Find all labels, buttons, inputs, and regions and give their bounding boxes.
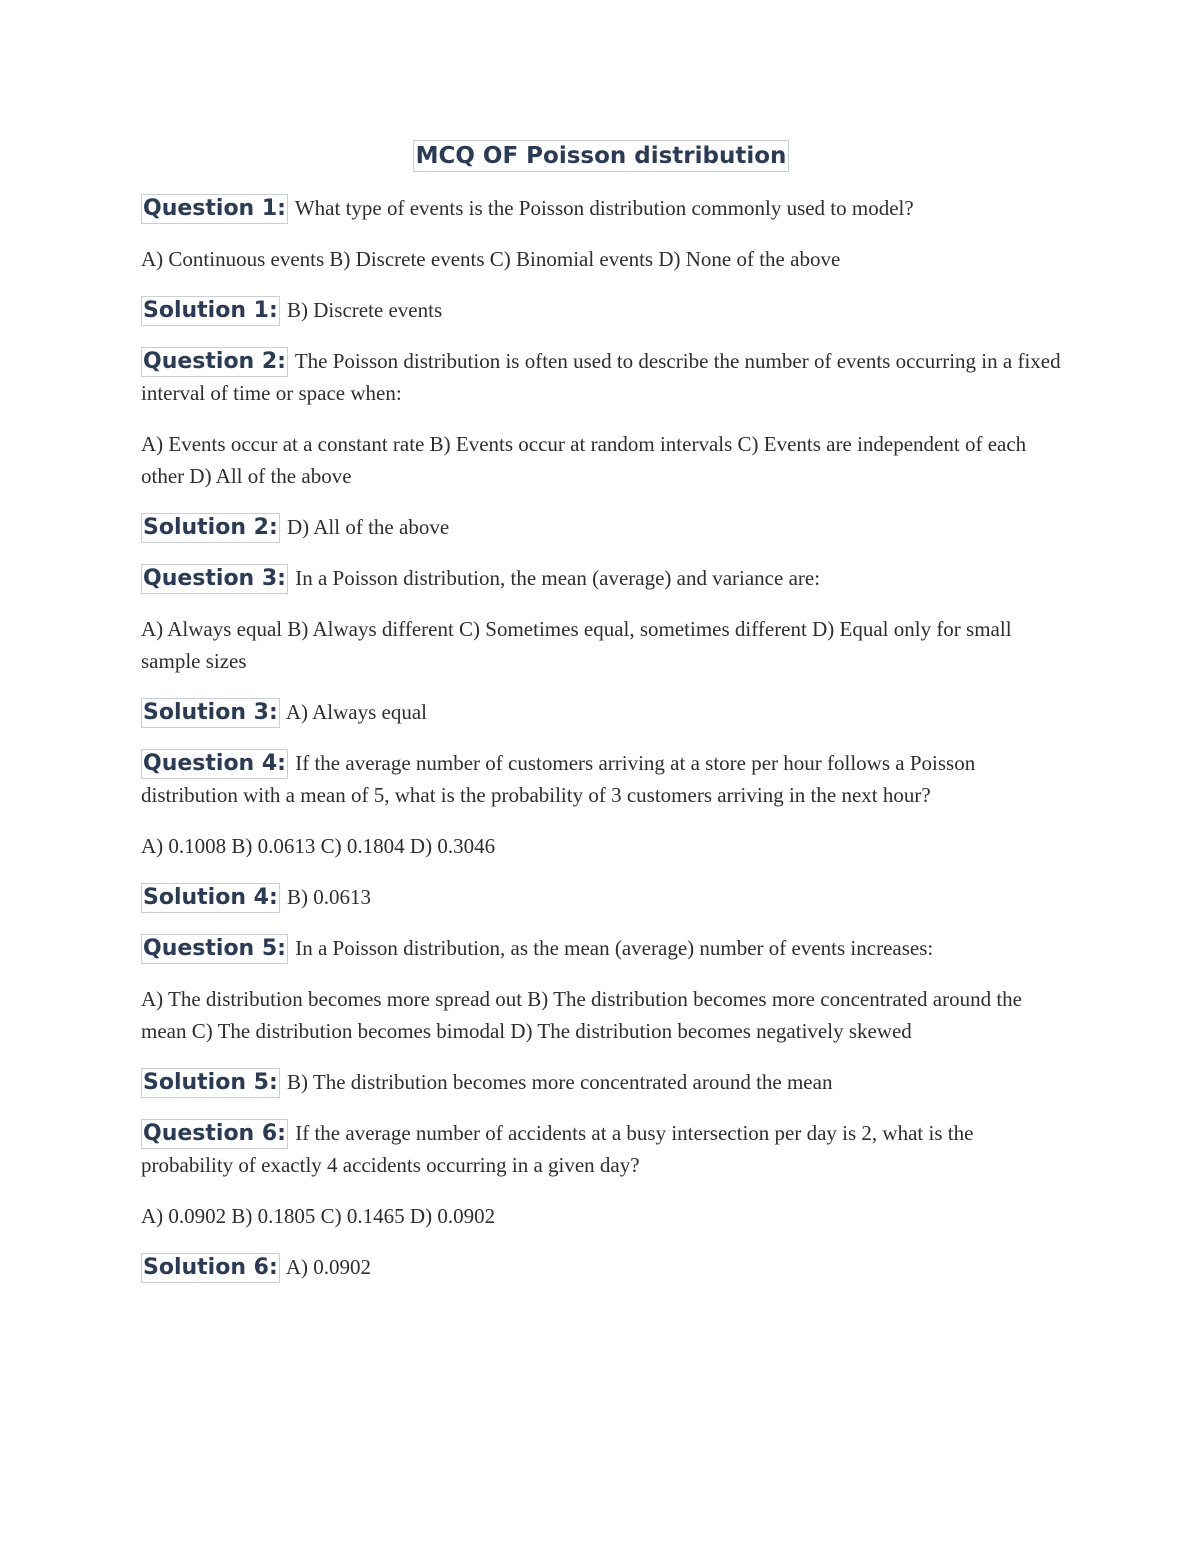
- question-label: Question 4:: [141, 749, 288, 779]
- solution-label: Solution 2:: [141, 513, 280, 543]
- page-title: MCQ OF Poisson distribution: [413, 140, 790, 172]
- question-block: [141, 192, 1061, 224]
- question-block: [141, 747, 1061, 811]
- question-label: Question 2:: [141, 347, 288, 377]
- solution-block: [141, 511, 1061, 543]
- solution-text: B) 0.0613: [287, 885, 372, 909]
- question-label: Question 1:: [141, 194, 288, 224]
- options-text: A) Always equal B) Always different C) Sometimes equal, sometimes different D) Equal only for small sample sizes: [141, 617, 1012, 673]
- options-text: A) Events occur at a constant rate B) Events occur at random intervals C) Events are independent of each other D) All of the above: [141, 432, 1027, 488]
- solution-text: B) The distribution becomes more concentrated around the mean: [287, 1070, 833, 1094]
- question-label: Question 6:: [141, 1119, 288, 1149]
- options-text: A) Continuous events B) Discrete events C) Binomial events D) None of the above: [141, 247, 841, 271]
- solution-block: [141, 881, 1061, 913]
- options-text: A) 0.1008 B) 0.0613 C) 0.1804 D) 0.3046: [141, 834, 496, 858]
- solution-text: A) 0.0902: [285, 1255, 372, 1279]
- solution-block: [141, 294, 1061, 326]
- question-text: In a Poisson distribution, as the mean (average) number of events increases:: [295, 936, 934, 960]
- solution-label: Solution 1:: [141, 296, 280, 326]
- question-text: What type of events is the Poisson distribution commonly used to model?: [294, 196, 914, 220]
- solution-text: A) Always equal: [285, 700, 427, 724]
- question-block: [141, 932, 1061, 964]
- solution-text: B) Discrete events: [287, 298, 443, 322]
- question-label: Question 5:: [141, 934, 288, 964]
- options-text: A) 0.0902 B) 0.1805 C) 0.1465 D) 0.0902: [141, 1204, 496, 1228]
- solution-block: [141, 1251, 1061, 1283]
- solution-label: Solution 6:: [141, 1253, 280, 1283]
- solution-label: Solution 5:: [141, 1068, 280, 1098]
- solution-label: Solution 3:: [141, 698, 280, 728]
- question-text: If the average number of accidents at a busy intersection per day is 2, what is the probability of exactly 4 accidents occurring in a given day?: [141, 1121, 974, 1177]
- question-block: [141, 345, 1061, 409]
- question-text: The Poisson distribution is often used to describe the number of events occurring in a fixed interval of time or space when:: [141, 349, 1061, 405]
- question-label: Question 3:: [141, 564, 288, 594]
- solution-label: Solution 4:: [141, 883, 280, 913]
- document-content: [141, 140, 1061, 1302]
- question-block: [141, 562, 1061, 594]
- question-text: In a Poisson distribution, the mean (average) and variance are:: [295, 566, 821, 590]
- title-container: [141, 140, 1061, 172]
- solution-block: [141, 1066, 1061, 1098]
- question-text: If the average number of customers arriving at a store per hour follows a Poisson distribution with a mean of 5, what is the probability of 3 customers arriving in the next hour?: [141, 751, 976, 807]
- options-text: A) The distribution becomes more spread out B) The distribution becomes more concentrated around the mean C) The distribution becomes bimodal D) The distribution becomes negatively skewed: [141, 987, 1022, 1043]
- solution-block: [141, 696, 1061, 728]
- solution-text: D) All of the above: [287, 515, 450, 539]
- question-block: [141, 1117, 1061, 1181]
